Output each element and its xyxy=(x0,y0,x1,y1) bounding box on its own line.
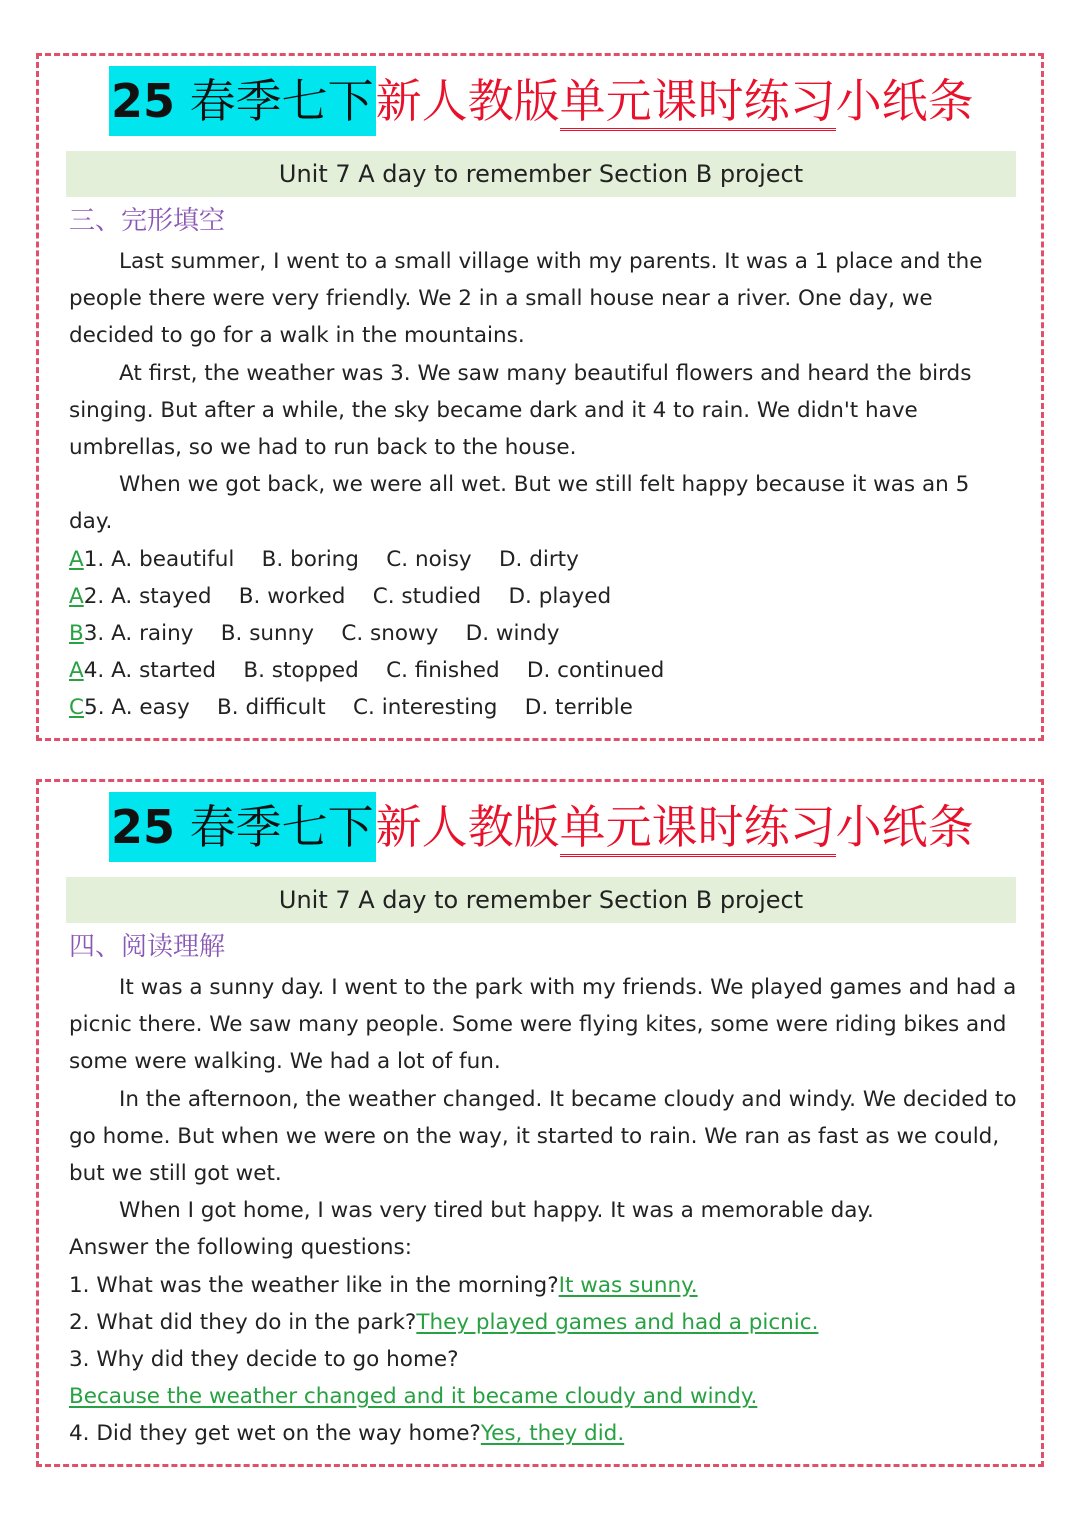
questions-prompt: Answer the following questions: xyxy=(69,1235,412,1261)
answer-letter: A xyxy=(69,583,84,609)
reading-question: 4. Did they get wet on the way home?Yes, they did. xyxy=(69,1421,625,1447)
unit-subtitle: Unit 7 A day to remember Section B project xyxy=(66,151,1016,197)
reading-paragraph: When I got home, I was very tired but happy. It was a memorable day. xyxy=(119,1198,874,1224)
section-heading-reading: 四、阅读理解 xyxy=(69,932,226,962)
answer-text: Yes, they did. xyxy=(480,1421,625,1447)
cloze-question: C5. A. easy B. difficult C. interesting D. terrible xyxy=(69,695,633,721)
cloze-paragraph: When we got back, we were all wet. But we still felt happy because it was an 5 day. xyxy=(69,472,970,535)
reading-paragraph: In the afternoon, the weather changed. It became cloudy and windy. We decided to go home. But when we were on the way, it started to rain. We ran as fast as we could, but we still got wet. xyxy=(69,1086,1017,1187)
reading-question: 2. What did they do in the park?They played games and had a picnic. xyxy=(69,1309,819,1335)
reading-body xyxy=(69,969,1019,1453)
answer-letter: B xyxy=(69,621,84,647)
cloze-paragraph: At first, the weather was 3. We saw many beautiful flowers and heard the birds singing. But after a while, the sky became dark and it 4 to rain. We didn't have umbrellas, so we had to run back to the house. xyxy=(69,360,972,461)
cloze-question: A2. A. stayed B. worked C. studied D. played xyxy=(69,583,612,609)
reading-question: 3. Why did they decide to go home? xyxy=(69,1347,459,1373)
reading-answer xyxy=(69,1378,1019,1415)
answer-text: It was sunny. xyxy=(558,1272,698,1298)
cloze-question: A1. A. beautiful B. boring C. noisy D. dirty xyxy=(69,546,579,572)
reading-paragraph: It was a sunny day. I went to the park with my friends. We played games and had a picnic there. We saw many people. Some were flying kites, some were riding bikes and some were walking. We had a lot of fun. xyxy=(69,975,1017,1075)
cloze-body xyxy=(69,243,1019,727)
cloze-question: B3. A. rainy B. sunny C. snowy D. windy xyxy=(69,621,560,647)
section-heading-cloze: 三、完形填空 xyxy=(69,206,226,236)
unit-subtitle: Unit 7 A day to remember Section B project xyxy=(66,877,1016,923)
answer-text: Because the weather changed and it became cloudy and windy. xyxy=(69,1384,758,1410)
answer-letter: C xyxy=(69,695,85,721)
worksheet-title: 25 春季七下新人教版单元课时练习小纸条 xyxy=(109,66,974,136)
answer-letter: A xyxy=(69,658,84,684)
reading-card xyxy=(36,779,1044,1467)
cloze-question: A4. A. started B. stopped C. finished D. continued xyxy=(69,658,665,684)
reading-question: 1. What was the weather like in the morning?It was sunny. xyxy=(69,1272,698,1298)
answer-letter: A xyxy=(69,546,84,572)
cloze-paragraph: Last summer, I went to a small village with my parents. It was a 1 place and the people there were very friendly. We 2 in a small house near a river. One day, we decided to go for a walk in the mountains. xyxy=(69,249,983,349)
answer-text: They played games and had a picnic. xyxy=(416,1309,819,1335)
worksheet-title: 25 春季七下新人教版单元课时练习小纸条 xyxy=(109,792,974,862)
cloze-card xyxy=(36,53,1044,741)
